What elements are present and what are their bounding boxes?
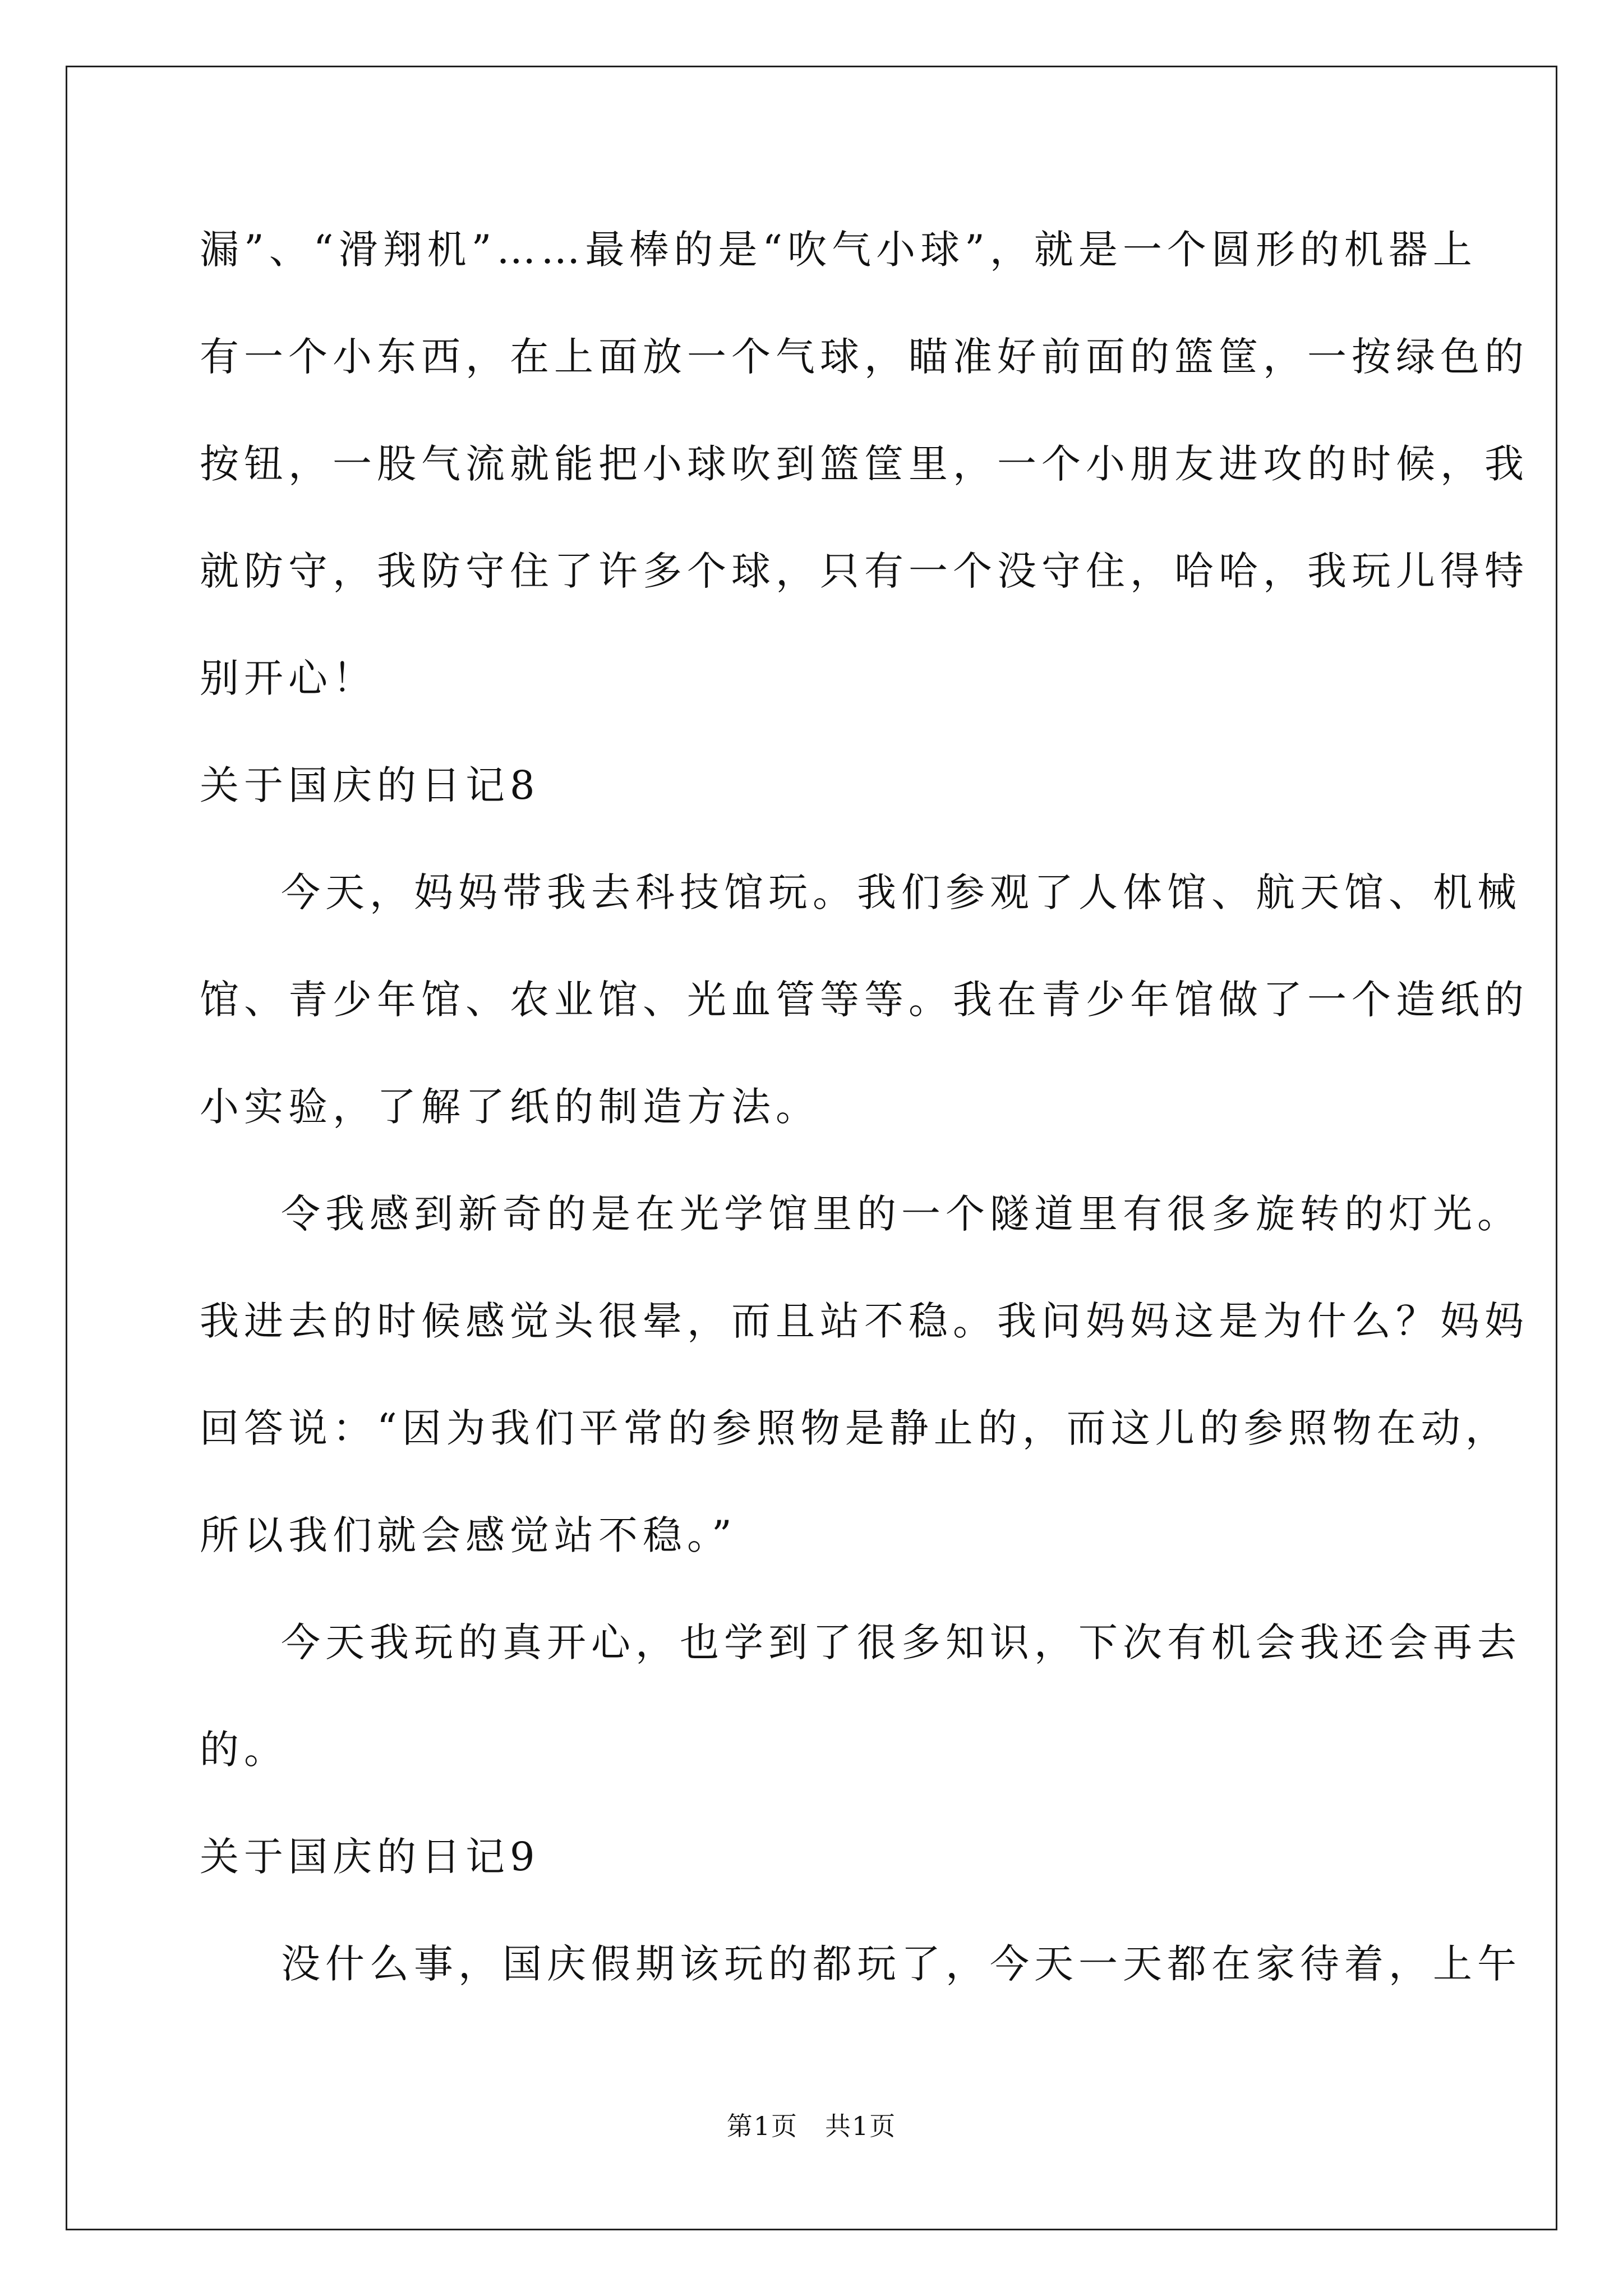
body-line: 漏”、“滑翔机”……最棒的是“吹气小球”，就是一个圆形的机器上: [200, 227, 1477, 273]
body-line: 所以我们就会感觉站不稳。”: [200, 1512, 737, 1558]
body-line: 回答说：“因为我们平常的参照物是静止的，而这儿的参照物在动，: [200, 1405, 1510, 1451]
body-line: 别开心！: [200, 655, 377, 701]
page-footer: 第1页 共1页: [726, 2111, 897, 2141]
body-line: 的。: [200, 1727, 288, 1773]
section-heading: 关于国庆的日记9: [200, 1834, 540, 1880]
body-line: 按钮，一股气流就能把小球吹到篮筐里，一个小朋友进攻的时候，我: [200, 441, 1529, 487]
body-line: 馆、青少年馆、农业馆、光血管等等。我在青少年馆做了一个造纸的: [200, 977, 1529, 1023]
body-line: 小实验，了解了纸的制造方法。: [200, 1084, 820, 1130]
body-line: 没什么事，国庆假期该玩的都玩了，今天一天都在家待着，上午: [281, 1941, 1521, 1987]
body-line: 就防守，我防守住了许多个球，只有一个没守住，哈哈，我玩儿得特: [200, 548, 1529, 594]
body-line: 今天，妈妈带我去科技馆玩。我们参观了人体馆、航天馆、机械: [281, 869, 1521, 915]
section-heading: 关于国庆的日记8: [200, 762, 540, 808]
body-line: 今天我玩的真开心，也学到了很多知识，下次有机会我还会再去: [281, 1619, 1521, 1665]
body-line: 有一个小东西，在上面放一个气球，瞄准好前面的篮筐，一按绿色的: [200, 334, 1529, 380]
body-line: 我进去的时候感觉头很晕，而且站不稳。我问妈妈这是为什么？妈妈: [200, 1298, 1529, 1344]
body-line: 令我感到新奇的是在光学馆里的一个隧道里有很多旋转的灯光。: [281, 1191, 1521, 1237]
